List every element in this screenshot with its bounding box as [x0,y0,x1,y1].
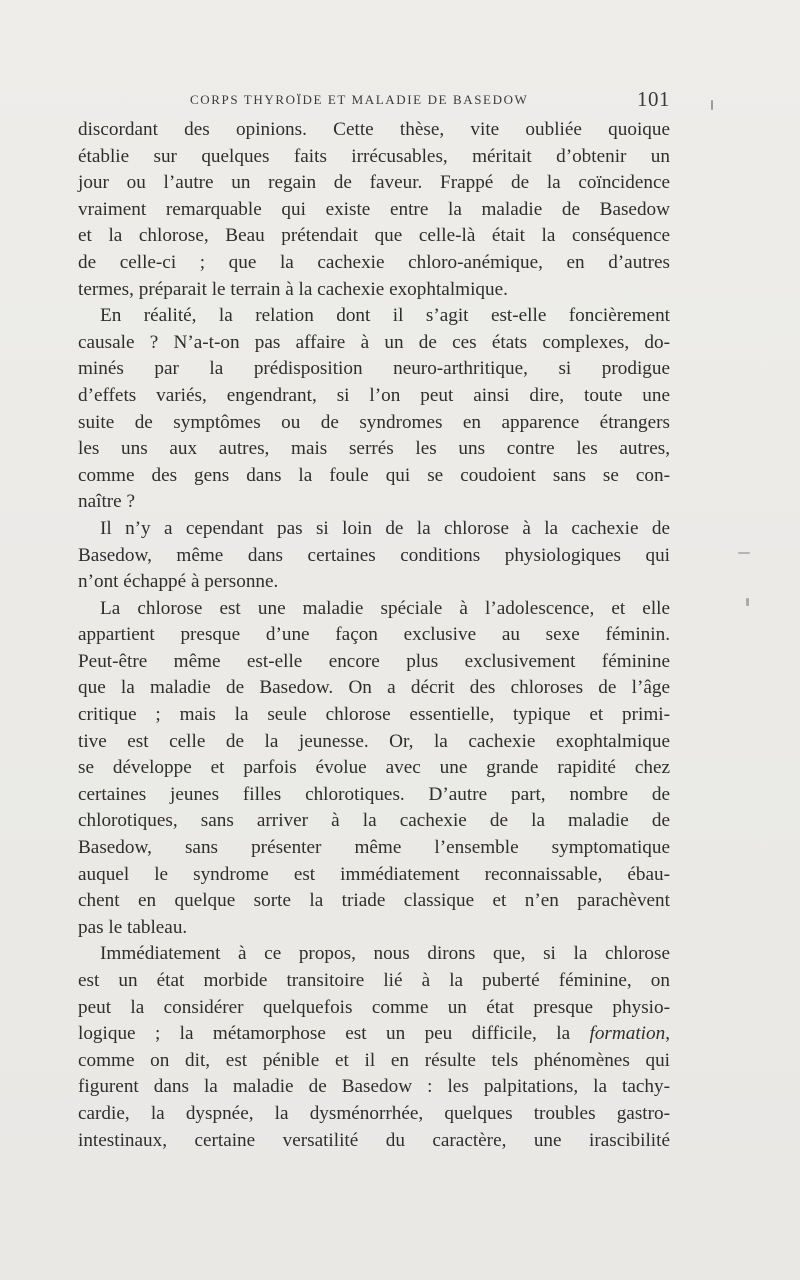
margin-speck [711,100,713,110]
text-line: Basedow, même dans certaines conditions physiologiques qui [78,544,670,566]
text-line: certaines jeunes filles chlorotiques. D’autre part, nombre de [78,783,670,805]
text-line: Basedow, sans présenter même l’ensemble symptomatique [78,837,670,859]
page-number: 101 [637,87,670,111]
text-line: chlorotiques, sans arriver à la cachexie de la maladie de [78,810,670,832]
text-line: En réalité, la relation dont il s’agit est-elle foncièrement [100,305,670,327]
text-line: Immédiatement à ce propos, nous dirons que, si la chlorose [100,943,670,965]
text-line: tive est celle de la jeunesse. Or, la cachexie exophtalmique [78,730,670,752]
text-line: établie sur quelques faits irrécusables, méritait d’obtenir un [78,145,670,167]
text-line: suite de symptômes ou de syndromes en apparence étrangers [78,411,670,433]
text-line: Il n’y a cependant pas si loin de la chlorose à la cachexie de [100,517,670,539]
text-line: comme des gens dans la foule qui se coudoient sans se con- [78,464,670,486]
text-line: La chlorose est une maladie spéciale à l’adolescence, et elle [100,597,670,619]
text-line: les uns aux autres, mais serrés les uns contre les autres, [78,438,670,460]
emphasis: formation [589,1023,666,1045]
text-line: n’ont échappé à personne. [78,571,279,593]
text-line: intestinaux, certaine versatilité du caractère, une irascibilité [78,1129,670,1151]
text-line: que la maladie de Basedow. On a décrit des chloroses de l’âge [78,677,670,699]
text-line: est un état morbide transitoire lié à la puberté féminine, on [78,970,670,991]
text-line: minés par la prédisposition neuro-arthritique, si prodigue [78,358,670,380]
text-line: critique ; mais la seule chlorose essentielle, typique et primi- [78,704,670,726]
text-line: termes, préparait le terrain à la cachexie exophtalmique. [78,278,508,300]
text-line: figurent dans la maladie de Basedow : les palpitations, la tachy- [78,1076,670,1098]
text-line: pas le tableau. [78,916,188,938]
text-line: causale ? N’a-t-on pas affaire à un de ces états complexes, do- [78,331,670,353]
running-title: CORPS THYROÏDE ET MALADIE DE BASEDOW [190,92,529,107]
text-line: se développe et parfois évolue avec une grande rapidité chez [78,757,670,779]
margin-speck [738,552,750,554]
text-line: d’effets variés, engendrant, si l’on peut ainsi dire, toute une [78,384,670,406]
text-line: discordant des opinions. Cette thèse, vite oubliée quoique [78,119,670,140]
text-line: cardie, la dyspnée, la dysménorrhée, quelques troubles gastro- [78,1102,670,1124]
text-line: vraiment remarquable qui existe entre la maladie de Basedow [78,198,670,220]
text-line: appartient presque d’une façon exclusive au sexe féminin. [78,624,670,646]
text-line: chent en quelque sorte la triade classique et n’en parachèvent [78,890,670,912]
text-line: et la chlorose, Beau prétendait que celle-là était la conséquence [78,225,670,247]
text-line: naître ? [78,491,135,513]
text-line: peut la considérer quelquefois comme un état presque physio- [78,996,670,1018]
text-line: Peut-être même est-elle encore plus exclusivement féminine [78,650,670,672]
text-line: comme on dit, est pénible et il en résulte tels phénomènes qui [78,1049,670,1071]
text-line: logique ; la métamorphose est un peu difficile, la formation, [78,1023,670,1045]
text-line: de celle-ci ; que la cachexie chloro-anémique, en d’autres [78,251,670,273]
margin-speck [746,598,749,606]
text-line: jour ou l’autre un regain de faveur. Frappé de la coïncidence [78,172,670,194]
page-header [78,88,670,112]
text-line: auquel le syndrome est immédiatement reconnaissable, ébau- [78,863,670,885]
body-text [78,117,670,1154]
